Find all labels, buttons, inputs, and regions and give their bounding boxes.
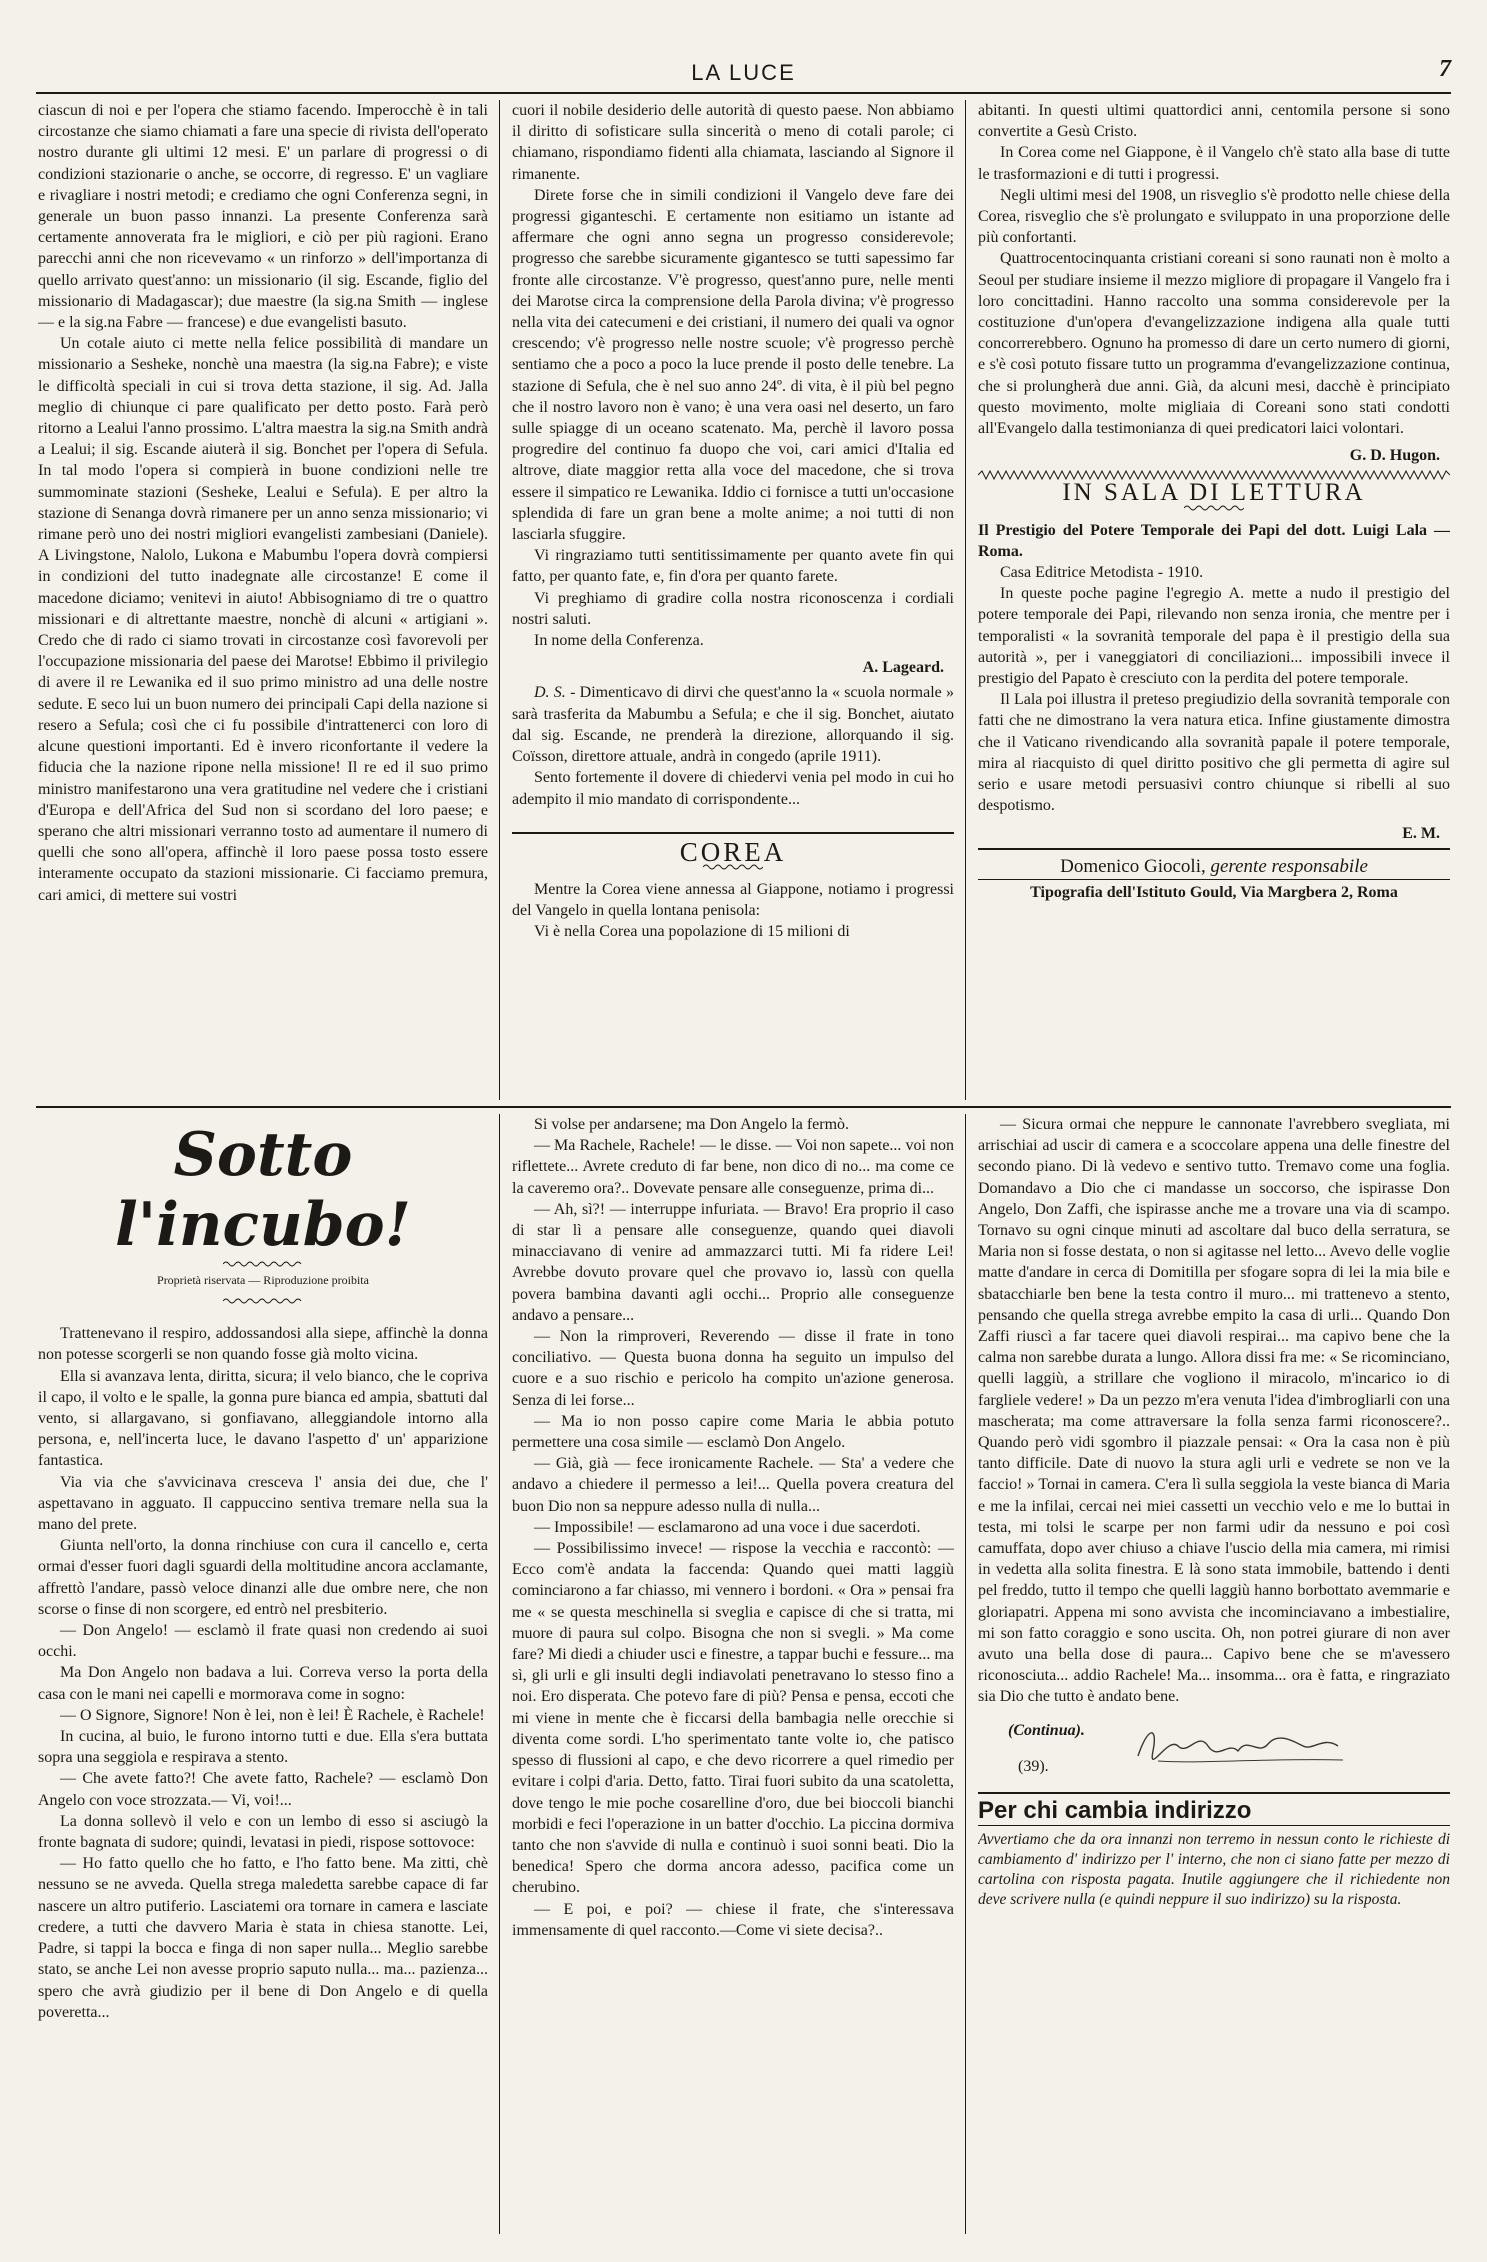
manager-name: Domenico Giocoli, [1060,855,1206,877]
book-title: Il Prestigio del Potere Temporale dei Papi del dott. Luigi Lala — Roma. [978,521,1450,560]
novel-paragraph: — E poi, e poi? — chiese il frate, che s'interessava immensamente di quel racconto.—Come vi siete decisa?.. [512,1900,954,1939]
article-paragraph: abitanti. In questi ultimi quattordici anni, centomila persone si sono convertite a Gesù Cristo. [978,102,1450,141]
newspaper-title: LA LUCE [691,60,796,85]
review-paragraph: Il Lala poi illustra il preteso pregiudizio della sovranità temporale con fatti che ne dimostrano la vera natura etica. Infine giustamente dimostra che il Vaticano rivendicando alla sovranità papale il potere temporale, mira al riacquisto di quel diritto positivo che gli permetta di agire sul serio e usare metodi persuasivi contro chiunque si ribelli al suo despotismo. [978,691,1450,815]
novel-paragraph: La donna sollevò il velo e con un lembo di esso si asciugò la fronte bagnata di sudore; quindi, levatasi in piedi, rispose sottovoce: [38,1812,488,1852]
article-paragraph: cuori il nobile desiderio delle autorità di questo paese. Non abbiamo il diritto di sofisticare sulla sincerità o meno di cotali parole; ci chiamano, rispondiamo fidenti alla chiamata, lasciando al Signore il rimanente. [512,102,954,183]
article-paragraph: Quattrocentocinquanta cristiani coreani si sono raunati non è molto a Seoul per studiare insieme il mezzo migliore di propagare il Vangelo fra i loro concittadini. Hanno raccolto una somma considerevole per la costituzione d'un'opera d'evangelizzazione indigena alla quale tutti concorrerebbero. Ognuno ha promesso di dare un certo numero di giorni, e s'è così potuto fissare tutto un programma d'evangelizzazione continua, che si prolungherà due anni. Già, da alcuni mesi, dacchè è principiato questo movimento, molte migliaia di Coreani sono stati condotti all'Evangelo dalla testimonianza di quei predicatori laici volontari. [978,250,1450,438]
continua-block [978,1716,1450,1786]
corea-heading: COREA [679,836,787,867]
address-change-title: Per chi cambia indirizzo [978,1796,1252,1824]
postscript-label: D. S. [534,684,566,702]
address-change-text: Avvertiamo che da ora innanzi non terremo in nessun conto le richieste di cambiamento d' indirizzo per l' interno, che non ci siano fatte per mezzo di cartolina con risposta pagata. Inutile aggiungere che il richiedente non deve scrivere nulla (e quindi neppure il suo indirizzo) su la risposta. [978,1830,1450,1908]
handwritten-signature-icon [1128,1716,1358,1776]
typography-line: Tipografia dell'Istituto Gould, Via Margbera 2, Roma [1030,883,1398,901]
novel-column-3 [978,1114,1450,2234]
rights-notice: Proprietà riservata — Riproduzione proibita [157,1273,369,1287]
column-divider [499,100,500,1100]
article-paragraph: Vi è nella Corea una popolazione di 15 milioni di [534,923,850,941]
reading-room-heading: IN SALA DI LETTURA [1062,479,1366,507]
article-paragraph: ciascun di noi e per l'opera che stiamo facendo. Imperocchè è in tali circostanze che siamo chiamati a fare una specie di rivista dell'operato nostro durante gli ultimi 12 mesi. E' un parlare di progressi o di condizioni stazionarie o anche, se occorre, di regresso. E' un vagliare e rivagliare i nostri metodi; e crediamo che ogni Conferenza segni, in generale un buon passo innanzi. La presente Conferenza sarà certamente annoverata fra le migliori, e ciò per più ragioni. Erano parecchi anni che non ricevevamo « un rinforzo » dell'importanza di quello arrivato quest'anno: un missionario (il sig. Escande, figlio del missionario di Madagascar); due maestre (la sig.na Smith — inglese — e la sig.na Fabre — francese) e due evangelisti basuto. [38,102,488,332]
episode-number: (39). [1018,1757,1049,1775]
section-rule [512,810,954,834]
book-publisher: Casa Editrice Metodista - 1910. [1000,564,1204,582]
article-paragraph: In nome della Conferenza. [534,632,704,650]
page-header [36,52,1451,92]
wave-ornament-icon [223,1260,303,1268]
article-paragraph: Vi ringraziamo tutti sentitissimamente per quanto avete fin qui fatto, per quanto fate, e, fin d'ora per quanto farete. [512,547,954,586]
review-paragraph: In queste poche pagine l'egregio A. mette a nudo il prestigio del potere temporale dei Papi, rilevando non senza ironia, che mentre per i temporalisti « la sovranità temporale del papa è il prestigio della sua autorità », per i vaneggiatori di conciliazioni... impossibili invece il prestigio del Papato è cresciuto con la perdita del potere temporale. [978,585,1450,688]
continua-note: (Continua). [1008,1721,1085,1739]
header-rule [36,92,1451,94]
section-rule [978,879,1450,880]
section-rule [978,848,1450,850]
novel-paragraph: — Non la rimproveri, Reverendo — disse il frate in tono conciliativo. — Questa buona donna ha seguito un impulso del cuore e a suo rischio e pericolo ha compito un'azione generosa. Senza di lei forse... [512,1328,954,1409]
top-column-3 [978,100,1450,1100]
address-change-box [978,1796,1450,1910]
section-rule [978,1792,1450,1794]
novel-paragraph: — Che avete fatto?! Che avete fatto, Rachele? — esclamò Don Angelo con voce strozzata.— Vi, voi!... [38,1770,488,1809]
novel-column-1 [38,1114,488,2234]
article-signature: A. Lageard. [862,659,944,677]
novel-paragraph: — Ma Rachele, Rachele! — le disse. — Voi non sapete... voi non riflettete... Avrete creduto di far bene, non dico di no... ma come ce la caveremo ora?.. Dovevate pensare alle conseguenze, prima di... [512,1137,954,1197]
section-rule [978,1825,1450,1826]
novel-paragraph: — Possibilissimo invece! — rispose la vecchia e raccontò: — Ecco com'è andata la faccenda: Quando quei matti laggiù cominciarono a far chiasso, mi vennero i bordoni. « Ora » pensai fra me « se questa meschinella si sveglia e capisce di che si tratta, mi muore di paura sul colpo. Bisogna che non si svegli. » Ma come fare? Mi diedi a chiuder usci e finestre, a tappar buchi e fessure... ma sì, gli urli e gli insulti degli indiavolati penetravano lo stesso fino a noi. Ero disperata. Che potevo fare di più? Pensa e pensa, eccoti che mi viene in mente che è ficcarsi della bambagia nelle orecchie si diventa come sordi. L'ho sperimentato tante volte io, che patisco spesso di flussioni al capo, e che devo ricorrere a quel rimedio per evitare i colpi d'aria. Detto, fatto. Tirai fuori subito da una scatoletta, dove tengo le mie poche cosarelline d'oro, due bei bioccoli bianchi morbidi e feci l'operazione in un batter d'occhio. La piccina dormiva tanto che non s'avvide di nulla e continuò i suoi sonni beati. Dio la benedica! Spero che dorma ancora adesso, pacifica come un cherubino. [512,1540,954,1897]
novel-paragraph: — Ho fatto quello che ho fatto, e l'ho fatto bene. Ma zitti, chè nessuno se ne avveda. Quella strega maledetta sarebbe capace di far nascere un altro putiferio. Lasciatemi ora tornare in camera e lasciate credere, a tutti che davvero Maria è stata in chiesa stanotte. Lei, Padre, si tappi la bocca e finga di non saper nulla... Meglio sarebbe stato, se anche Lei non avesse proprio saputo nulla... ma... pazienza... spero che avrà giudizio per il bene di Don Angelo e di quella poveretta... [38,1855,488,2021]
novel-paragraph: Ella si avanzava lenta, diritta, sicura; il velo bianco, che le copriva il capo, il volto e le spalle, la gonna pure bianca ed ampia, sbattuti dal vento, si allargavano, si gonfiavano, alleggiandole intorno alla persona, e, nell'incerta luce, le davano l'aspetto d' un' apparizione fantastica. [38,1367,488,1470]
article-paragraph: In Corea come nel Giappone, è il Vangelo ch'è stato alla base di tutte le trasformazioni e di tutti i progressi. [978,144,1450,183]
novel-column-2 [512,1114,954,2234]
novel-paragraph: Ma Don Angelo non badava a lui. Correva verso la porta della casa con le mani nei capelli e mormorava come in sogno: [38,1664,488,1703]
article-paragraph: Mentre la Corea viene annessa al Giappone, notiamo i progressi del Vangelo in quella lontana penisola: [512,880,954,920]
postscript [512,682,954,767]
novel-title: Sotto l'incubo! [114,1120,412,1260]
article-paragraph: Direte forse che in simili condizioni il Vangelo deve fare dei progressi giganteschi. E certamente non esitiamo un istante ad affermare che ogni anno segna un progresso considerevole; progresso che sarebbe sicuramente gigantesco se tutti sapessimo far fronte alle circostanze. V'è progresso, quest'anno pure, nelle menti dei Marotse circa la comprensione della Parola divina; v'è progresso nella vita dei catecumeni e dei cristiani, il numero dei quali va ognor crescendo; v'è progresso nelle nostre scuole; v'è progresso perchè sentiamo che a poco a poco la luce prende il posto delle tenebre. La stazione di Sefula, che è nel suo anno 24º. di vita, è il più bel pegno che il nostro lavoro non è vano; è una vera oasi nel deserto, un faro sulle spiagge di un oceano scatenato. Ma, perchè il lavoro possa progredire del continuo fa duopo che voi, cari amici d'Italia ed altrove, diate maggior retta alla voce del macedone, che si trova essere il simpatico re Lewanika. Iddio ci fornisce a tutti un'occasione splendida di fare un gran bene a molte anime; a noi tutti di non lasciarla sfuggire. [512,186,954,544]
article-paragraph: Vi preghiamo di gradire colla nostra riconoscenza i cordiali nostri saluti. [512,589,954,628]
postscript-text: - Dimenticavo di dirvi che quest'anno la « scuola normale » sarà trasferita da Mabumbu a Sefula; e che il sig. Bonchet, aiutato dal sig. Escande, ne prenderà la direzione, allorquando il sig. Coïsson, direttore attuale, andrà in congedo (aprile 1911). [512,684,954,766]
novel-paragraph: — Ma io non posso capire come Maria le abbia potuto permettere una cosa simile — esclamò Don Angelo. [512,1412,954,1452]
novel-paragraph: — Sicura ormai che neppure le cannonate l'avrebbero svegliata, mi arrischiai ad uscir di camera e a scoccolare appena una delle finestre del secondo piano. Di là vedevo e sentivo tutto. Tremavo come una foglia. Domandavo a Dio che ci mandasse un soccorso, che ispirasse Don Angelo, Don Zaffi, che ispirasse anche me a trovare una via di scampo. Tornavo su ogni cinque minuti ad ascoltare dal buco della serratura, se Maria non si fosse destata, o non si agitasse nel letto... Avevo delle voglie matte d'andare in cerca di Domitilla per sfogare sopra di lei la mia bile e sbatacchiarle ben bene la testa contro il muro... mi trattenevo a stento, pensando che quella strega avrebbe empito la casa di urli... Quando Don Zaffi riuscì a far tacere quei diavoli respirai... ma capivo bene che la calma non sarebbe durata a lungo. Allora dissi fra me: « Se ricominciano, quelli laggiù, a strillare che vogliono il miracolo, m'incarico io di fargliele vedere! » Da un pezzo m'era venuta l'idea d'imbrogliarli con una mascherata; ma come attraversare la folla senza farmi riconoscere?.. Quando però vidi sgombro il piazzale pensai: « Ora la casa non è più tanto difficile. Date di nuovo la stura agli urli e vedrete se non ve la faccio! » Tornai in camera. C'era lì sulla seggiola la veste bianca di Maria e me la infilai, cercai nei miei cassetti un vecchio velo e me lo buttai in testa, mi tolsi le scarpe per non farmi udir da nessuno e poi così camuffata, dopo aver chiuso a chiave l'uscio della mia camera, mi rimisi in vedetta alla solita finestra. E là sono stata immobile, battendo i denti pel freddo, tutto il tempo che quelli laggiù hanno borbottato avemmarie e gloriapatri. Appena mi sono avvista che incominciavano a imbestialire, mi son fatto coraggio e sono uscita. Oh, non potrei giurare di non aver avuto una bella dose di paura... Capivo bene che se m'avessero riconosciuta... addio Rachele! Ma... insomma... ora è fatta, e ringraziato sia Dio che tutto è andato bene. [978,1116,1450,1706]
novel-paragraph: Via via che s'avvicinava cresceva l' ansia dei due, che l' aspettavano in agguato. Il cappuccino sentiva tremare nella sua la mano del prete. [38,1473,488,1534]
page-number: 7 [1439,56,1451,82]
top-column-2 [512,100,954,1100]
article-closing: Sento fortemente il dovere di chiedervi venia pel modo in cui ho adempito il mio mandato di corrispondente... [512,769,954,808]
manager-role: gerente responsabile [1210,855,1368,877]
wave-ornament-icon [223,1297,303,1305]
column-divider [499,1114,500,2234]
novel-paragraph: — Don Angelo! — esclamò il frate quasi non credendo ai suoi occhi. [38,1622,488,1661]
review-signature: E. M. [1402,824,1440,842]
article-signature: G. D. Hugon. [1349,447,1440,465]
novel-paragraph: Trattenevano il respiro, addossandosi alla siepe, affinchè la donna non potesse scorgerli se non quando fosse già molto vicina. [38,1325,488,1364]
novel-paragraph: — O Signore, Signore! Non è lei, non è lei! È Rachele, è Rachele! [60,1706,485,1724]
novel-paragraph: Si volse per andarsene; ma Don Angelo la fermò. [534,1116,850,1133]
novel-paragraph: In cucina, al buio, le furono intorno tutti e due. Ella s'era buttata sopra una seggiola e respirava a stento. [38,1728,488,1767]
article-paragraph: Un cotale aiuto ci mette nella felice possibilità di mandare un missionario a Sesheke, nonchè una maestra (la sig.na Fabre); e viste le difficoltà speciali in cui si trova detta stazione, il sig. Ad. Jalla meglio di chiunque ci pare qualificato per detto posto. Farà però ritorno a Lealui l'anno prossimo. L'altra maestra la sig.na Smith andrà a Lealui; il sig. Escande aiuterà il sig. Bonchet per l'opera di Sefula. In tal modo l'opera si compierà in buone condizioni nelle tre summominate stazioni (Sesheke, Lealui e Sefula). E per altro la stazione di Senanga dovrà rimanere per un anno senza missionario; vi rimane però uno dei nostri migliori evangelisti zambesiani (Daniele). A Livingstone, Nalolo, Lukona e Mabumbu l'opera dovrà compiersi in condizioni del tutto inadegnate alle circostanze! E come il macedone diciamo; venitevi in aiuto! Abbisogniamo di tre o quattro missionari e di altrettante maestre, nonchè di alcuni « artigiani ». Credo che di rado ci siamo trovati in circostanze così favorevoli per l'occupazione missionaria del paese dei Marotse! Ebbimo il privilegio di avere il re Lewanika ed il suo primo ministro ad una delle nostre sedute. E seco lui un buon numero dei principali Capi della nazione si resero a Sefula; così che ci fu possibile d'intrattenerci con loro di alcune questioni importanti. Ed è invero riconfortante il vedere la fiducia che la nazione ripone nella missione! Il re ed il suo primo ministro manifestarono una vera gratitudine nel vedere che i cristiani d'Europa e dell'Africa del Sud non si scordano del loro paese; e sperano che altri missionari verranno tosto ad aumentare il numero di quelli che sono all'opera, affinchè il loro paese possa tosto essere interamente occupato da stazioni missionarie. Ci facciamo premura, cari amici, di mettere sui vostri [38,335,488,904]
column-divider [965,100,966,1100]
novel-paragraph: — Ah, sì?! — interruppe infuriata. — Bravo! Era proprio il caso di star lì a pensare alle conseguenze, quando quei diavoli minacciavano di venire ad ammazzarci tutti. Mi fa ridere Lei! Avrebbe dovuto provare quel che provavo io, lassù con quella povera bambina davanti agli occhi... Proprio alle conseguenze andavo a pensare... [512,1200,954,1324]
novel-paragraph: Giunta nell'orto, la donna rinchiuse con cura il cancello e, certa ormai d'esser fuori dagli sguardi della moltitudine ancora acclamante, affrettò l'andare, passò veloce dinanzi alle due ombre nere, che non scorse o finse di non scorgere, ed entrò nel presbiterio. [38,1537,488,1618]
novel-paragraph: — Già, già — fece ironicamente Rachele. — Sta' a vedere che andavo a chiedere il permesso a lei!... Quella povera creatura del buon Dio non sa neppure adesso nulla di nulla... [512,1455,954,1515]
manager-line [978,856,1450,877]
novel-paragraph: — Impossibile! — esclamarono ad una voce i due sacerdoti. [534,1518,921,1536]
page-section-rule [36,1106,1451,1108]
column-divider [965,1114,966,2234]
article-paragraph: Negli ultimi mesi del 1908, un risveglio s'è prodotto nelle chiese della Corea, risveglio che s'è prolungato e sviluppato in una proporzione delle più confortanti. [978,186,1450,247]
top-column-1 [38,100,488,1100]
